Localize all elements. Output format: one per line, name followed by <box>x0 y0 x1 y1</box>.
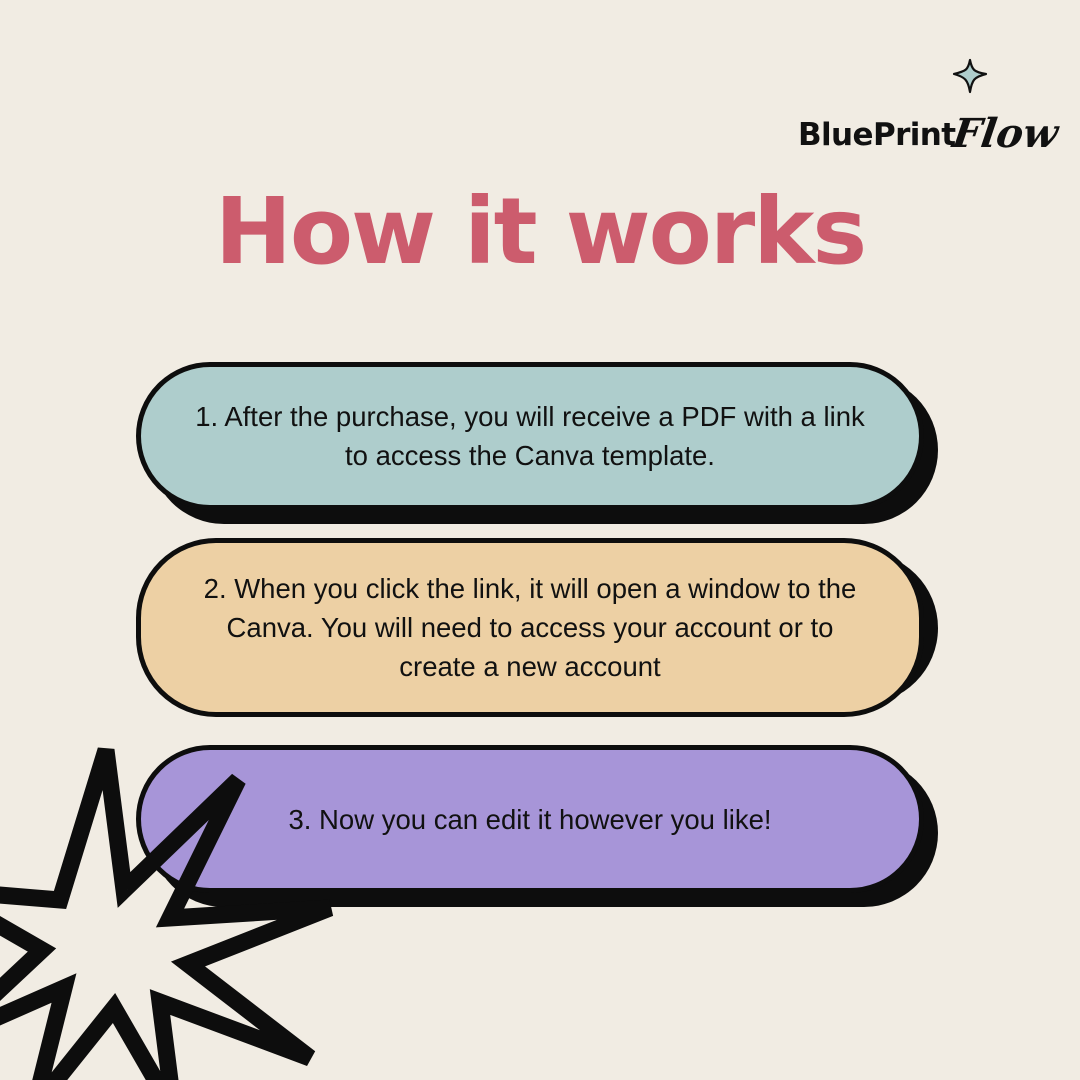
step-text: 2. When you click the link, it will open a window to the Canva. You will need to access your account or to create a new account <box>203 573 857 683</box>
list-item <box>136 362 948 510</box>
page-title: How it works <box>214 178 866 285</box>
list-item <box>136 538 948 717</box>
logo-wordmark <box>798 108 1062 157</box>
steps-list <box>136 362 948 921</box>
step-text: 1. After the purchase, you will receive a PDF with a link to access the Canva template. <box>195 400 865 471</box>
list-item <box>136 745 948 893</box>
four-point-star-icon <box>950 58 990 98</box>
step-card-3 <box>136 745 924 893</box>
step-text: 3. Now you can edit it however you like! <box>288 803 772 835</box>
step-card-2 <box>136 538 924 717</box>
logo-name-secondary: Flow <box>950 110 1062 157</box>
step-card-1 <box>136 362 924 510</box>
brand-logo <box>798 58 1062 163</box>
logo-name-primary: BluePrint <box>798 117 956 153</box>
